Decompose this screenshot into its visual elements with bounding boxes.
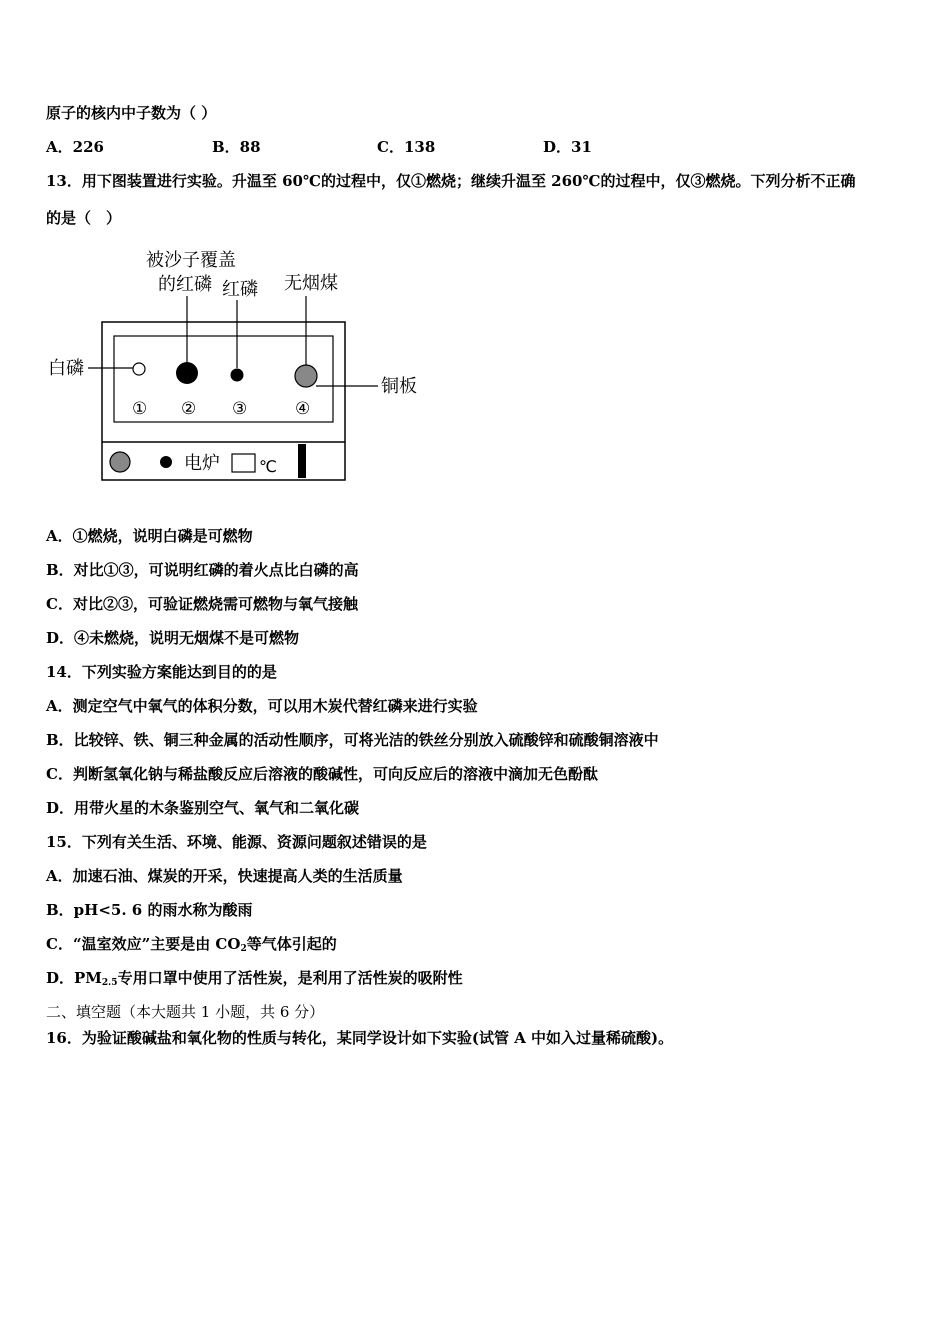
label-red-phosphorus: 红磷 xyxy=(222,279,258,300)
q14-option-d: D．用带火星的木条鉴别空气、氧气和二氧化碳 xyxy=(46,799,360,817)
q13-option-d: D．④未燃烧，说明无烟煤不是可燃物 xyxy=(46,629,300,647)
q15-option-c xyxy=(46,934,337,959)
q15-stem: 15．下列有关生活、环境、能源、资源问题叙述错误的是 xyxy=(46,833,427,851)
label-sand-covered-2: 的红磷 xyxy=(158,274,212,295)
label-white-phosphorus: 白磷 xyxy=(48,358,84,379)
label-num-4: ④ xyxy=(295,399,311,419)
label-num-2: ② xyxy=(181,399,197,419)
q13-option-c: C．对比②③，可验证燃烧需可燃物与氧气接触 xyxy=(46,595,358,613)
prev-option-b: B．88 xyxy=(212,138,261,156)
label-copper-plate: 铜板 xyxy=(381,376,417,397)
q16-stem: 16．为验证酸碱盐和氧化物的性质与转化，某同学设计如下实验(试管 A 中如入过量稀硫酸)。 xyxy=(46,1029,674,1047)
q15-option-d-sub: 2.5 xyxy=(101,978,118,988)
prev-option-c: C．138 xyxy=(377,138,436,156)
furnace-knob-icon xyxy=(110,452,130,472)
prev-question-tail: 原子的核内中子数为（ ） xyxy=(46,104,217,122)
furnace-indicator-icon xyxy=(160,456,172,468)
q14-option-a: A．测定空气中氧气的体积分数，可以用木炭代替红磷来进行实验 xyxy=(46,697,478,715)
q13-stem-line2: 的是（ ） xyxy=(46,209,122,227)
q15-option-d-post: 专用口罩中使用了活性炭，是利用了活性炭的吸附性 xyxy=(117,969,463,987)
red-phosphorus-sample xyxy=(231,369,244,382)
section2-heading: 二、填空题（本大题共 1 小题，共 6 分） xyxy=(46,1003,325,1021)
q14-option-c: C．判断氢氧化钠与稀盐酸反应后溶液的酸碱性，可向反应后的溶液中滴加无色酚酞 xyxy=(46,765,598,783)
q15-option-c-pre: C．“温室效应”主要是由 CO xyxy=(46,935,241,953)
prev-option-a: A．226 xyxy=(46,138,104,156)
label-anthracite: 无烟煤 xyxy=(284,273,338,294)
white-phosphorus-sample xyxy=(133,363,145,375)
q15-option-c-sub: 2 xyxy=(240,944,247,954)
q15-option-b: B．pH<5. 6 的雨水称为酸雨 xyxy=(46,901,253,919)
label-num-3: ③ xyxy=(232,399,248,419)
q15-option-a: A．加速石油、煤炭的开采，快速提高人类的生活质量 xyxy=(46,867,403,885)
furnace-switch-icon xyxy=(298,444,306,478)
label-degree-unit: ℃ xyxy=(259,457,277,476)
q15-option-c-post: 等气体引起的 xyxy=(246,935,337,953)
label-sand-covered-1: 被沙子覆盖 xyxy=(146,250,236,271)
q13-stem-line1: 13．用下图装置进行实验。升温至 60℃的过程中，仅①燃烧；继续升温至 260℃的过程中，仅③燃烧。下列分析不正确 xyxy=(46,172,856,190)
prev-option-d: D．31 xyxy=(543,138,592,156)
sand-covered-red-phosphorus-sample xyxy=(176,362,198,384)
q15-option-d-pre: D．PM xyxy=(46,969,102,987)
q13-option-a: A．①燃烧，说明白磷是可燃物 xyxy=(46,527,253,545)
label-num-1: ① xyxy=(132,399,148,419)
q14-option-b: B．比较锌、铁、铜三种金属的活动性顺序，可将光洁的铁丝分别放入硫酸锌和硫酸铜溶液中 xyxy=(46,731,659,749)
q13-apparatus-diagram xyxy=(44,244,444,486)
label-electric-furnace: 电炉 xyxy=(184,453,220,474)
anthracite-sample xyxy=(295,365,317,387)
q13-option-b: B．对比①③，可说明红磷的着火点比白磷的高 xyxy=(46,561,359,579)
temperature-display xyxy=(232,454,255,472)
q15-option-d xyxy=(46,968,463,993)
q14-stem: 14．下列实验方案能达到目的的是 xyxy=(46,663,277,681)
